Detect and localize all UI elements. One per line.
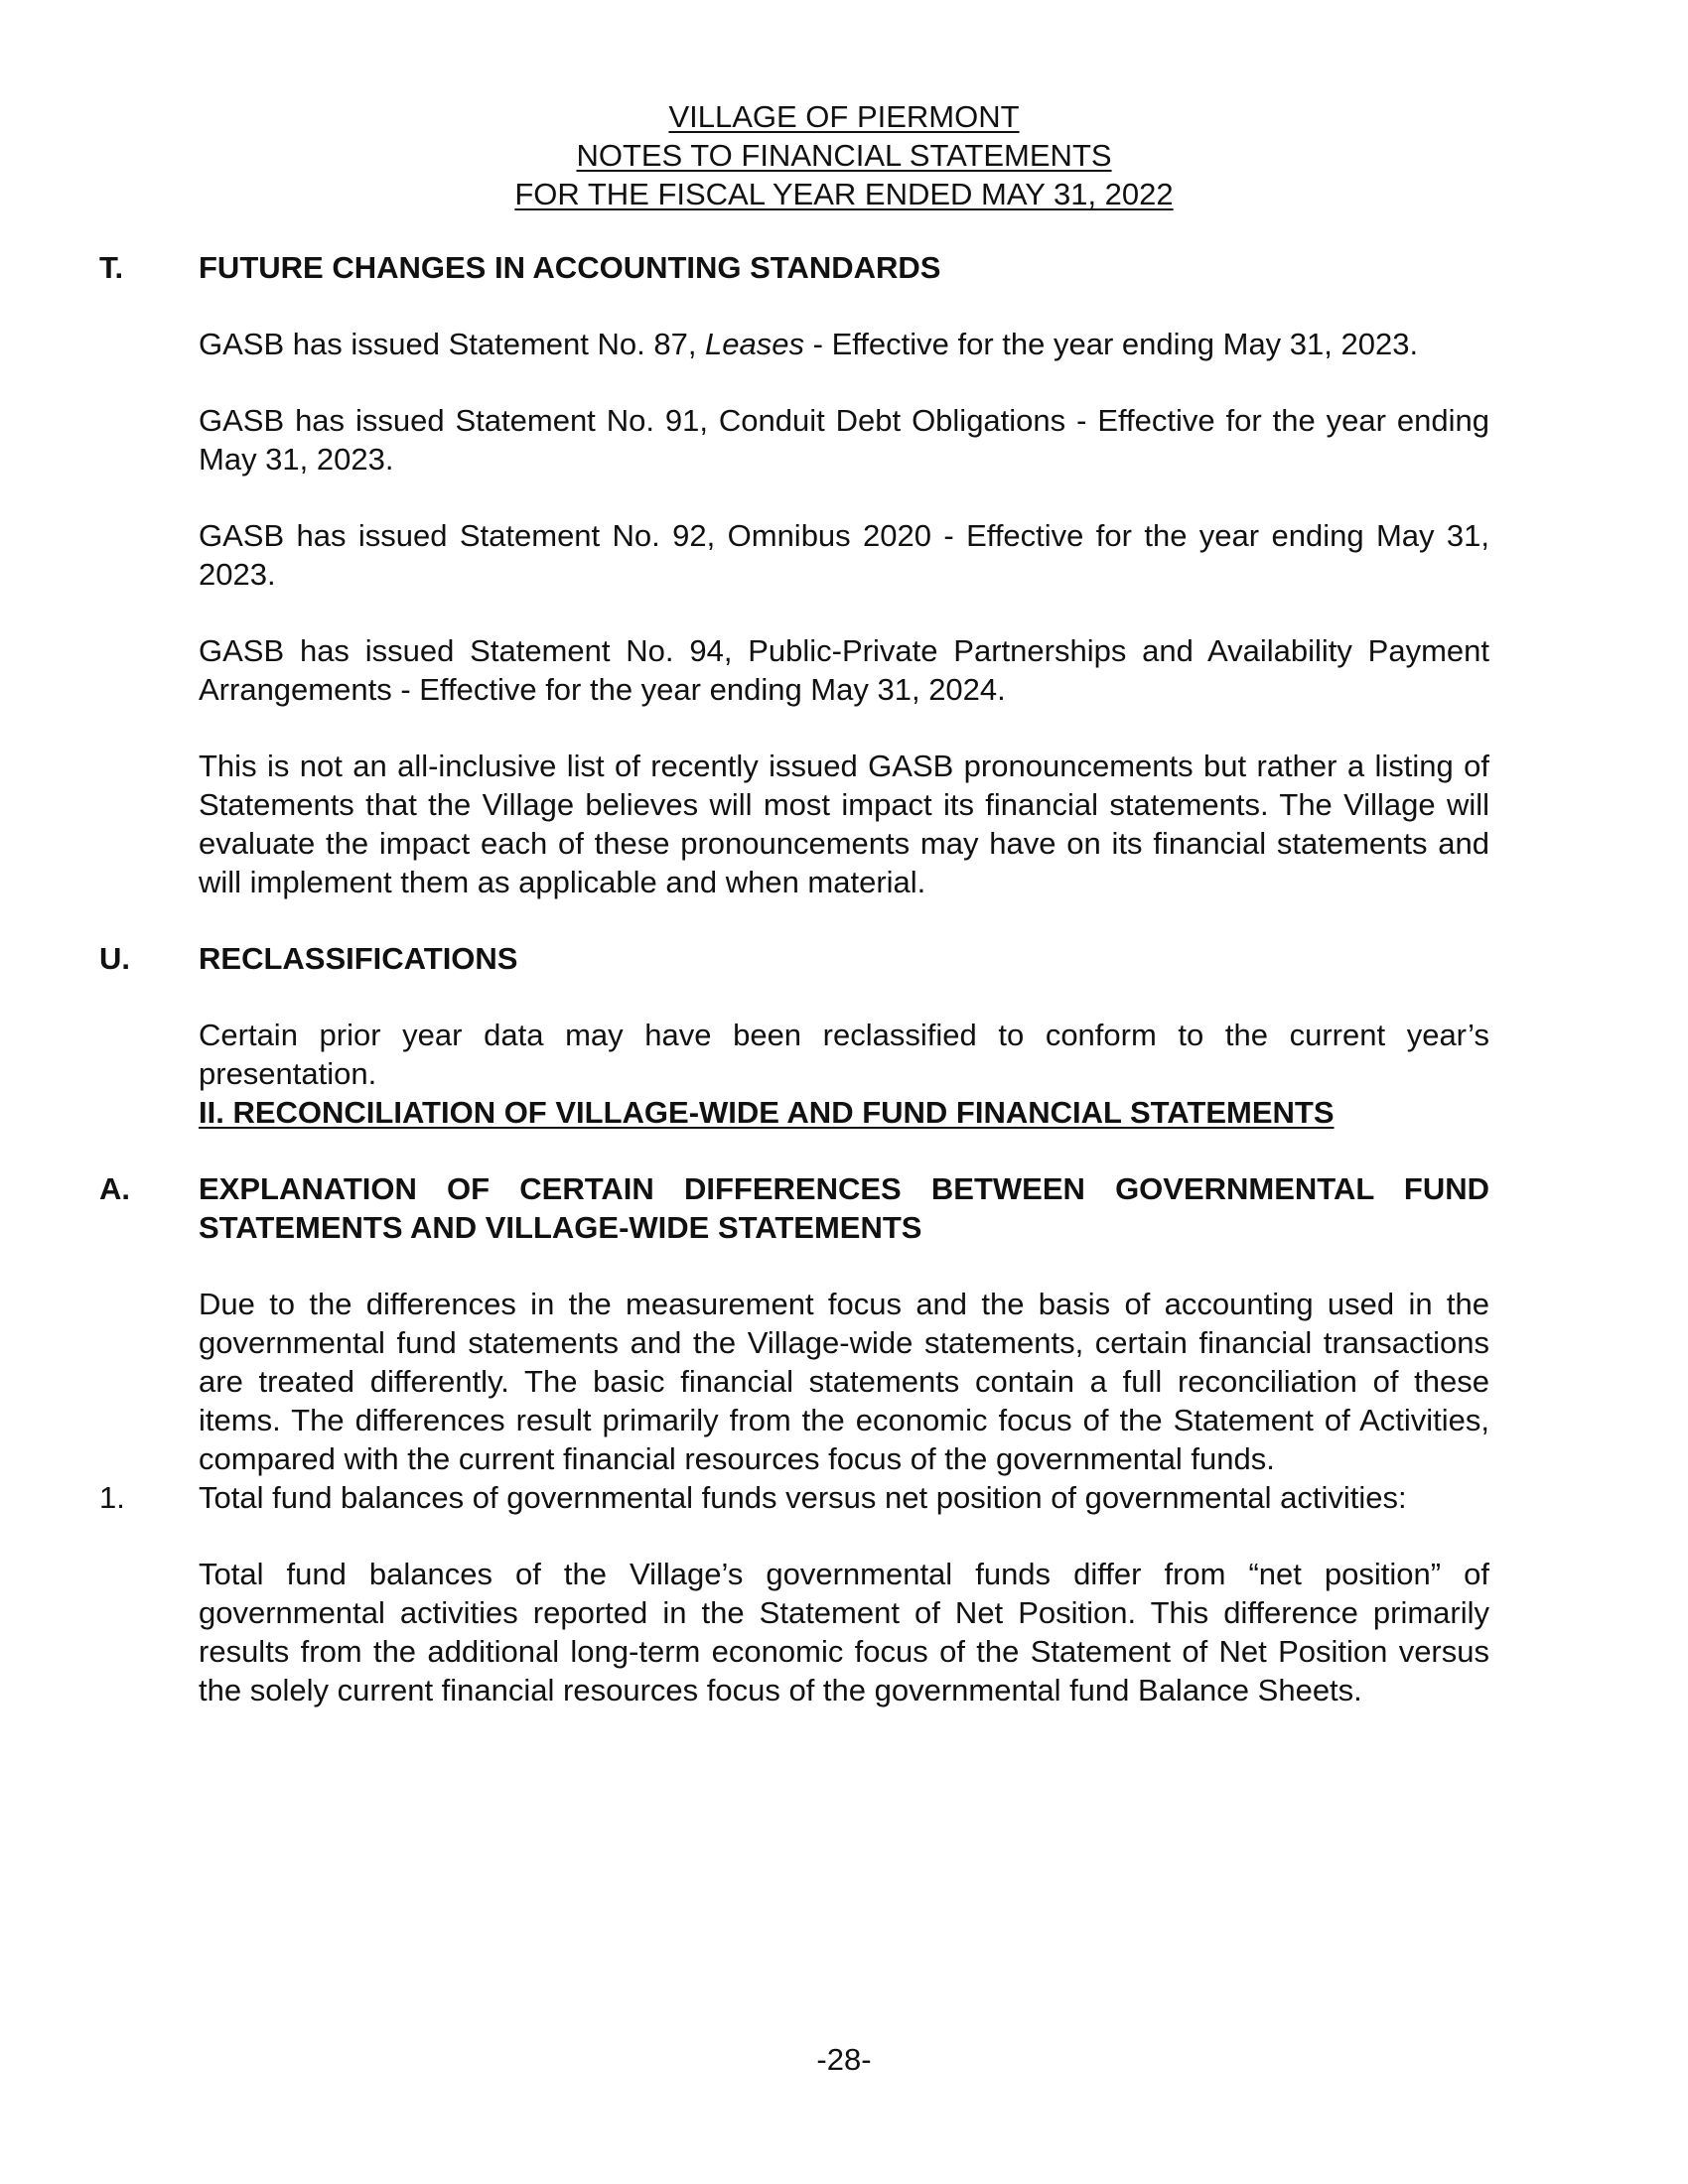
section-t-p1-text-a: GASB has issued Statement No. 87, (199, 327, 706, 361)
section-u-heading (99, 939, 1489, 978)
section-a-paragraph-1: Due to the differences in the measurement focus and the basis of accounting used in the governmental fund statements and the Village-wide statements, certain financial transactions are treated differently. The basic financial statements contain a full reconciliation of these items. The differences result primarily from the economic focus of the Statement of Activities, compared with the current financial resources focus of the governmental funds. (199, 1287, 1489, 1476)
section-t-paragraph-3: GASB has issued Statement No. 92, Omnibus 2020 - Effective for the year ending May 31, 2023. (199, 518, 1489, 592)
section-t-paragraph-4: GASB has issued Statement No. 94, Public-Private Partnerships and Availability Payment Arrangements - Effective for the year ending May 31, 2024. (199, 633, 1489, 707)
section-u-paragraph-1: Certain prior year data may have been reclassified to conform to the current year’s presentation. (199, 1018, 1489, 1091)
page-number: -28- (816, 2042, 872, 2077)
item-1-title: Total fund balances of governmental funds versus net position of governmental activities: (199, 1480, 1407, 1515)
section-u-title: RECLASSIFICATIONS (199, 941, 518, 976)
section-t-heading (99, 248, 1489, 287)
header-fiscal-year: FOR THE FISCAL YEAR ENDED MAY 31, 2022 (514, 177, 1174, 211)
section-t-paragraph-5: This is not an all-inclusive list of recently issued GASB pronouncements but rather a listing of Statements that the Village believes will most impact its financial statements. The Village will evaluate the impact each of these pronouncements may have on its financial statements and will implement them as applicable and when material. (199, 749, 1489, 899)
section-t-title: FUTURE CHANGES IN ACCOUNTING STANDARDS (199, 250, 941, 285)
section-t-p1-italic: Leases (705, 327, 805, 361)
section-a-letter: A. (99, 1171, 130, 1206)
section-u-letter: U. (99, 941, 130, 976)
item-1-heading (99, 1478, 1489, 1517)
part-2-heading: II. RECONCILIATION OF VILLAGE-WIDE AND FUND FINANCIAL STATEMENTS (199, 1095, 1335, 1130)
section-t-p1-text-b: - Effective for the year ending May 31, 2023. (804, 327, 1419, 361)
header-entity-name: VILLAGE OF PIERMONT (668, 99, 1020, 134)
section-t-letter: T. (99, 250, 124, 285)
page-header (0, 97, 1688, 213)
document-body (99, 248, 1489, 1709)
section-a-heading (99, 1169, 1489, 1247)
header-document-title: NOTES TO FINANCIAL STATEMENTS (576, 138, 1112, 173)
section-t-paragraph-2: GASB has issued Statement No. 91, Conduit Debt Obligations - Effective for the year ending May 31, 2023. (199, 403, 1489, 477)
section-t-paragraph-1 (199, 325, 1489, 363)
section-a-title: EXPLANATION OF CERTAIN DIFFERENCES BETWEEN GOVERNMENTAL FUND STATEMENTS AND VILLAGE-WIDE STATEMENTS (199, 1171, 1489, 1245)
item-1-number: 1. (99, 1480, 125, 1515)
item-1-paragraph-1: Total fund balances of the Village’s governmental funds differ from “net position” of governmental activities reported in the Statement of Net Position. This difference primarily results from the additional long-term economic focus of the Statement of Net Position versus the solely current financial resources focus of the governmental fund Balance Sheets. (199, 1557, 1489, 1707)
